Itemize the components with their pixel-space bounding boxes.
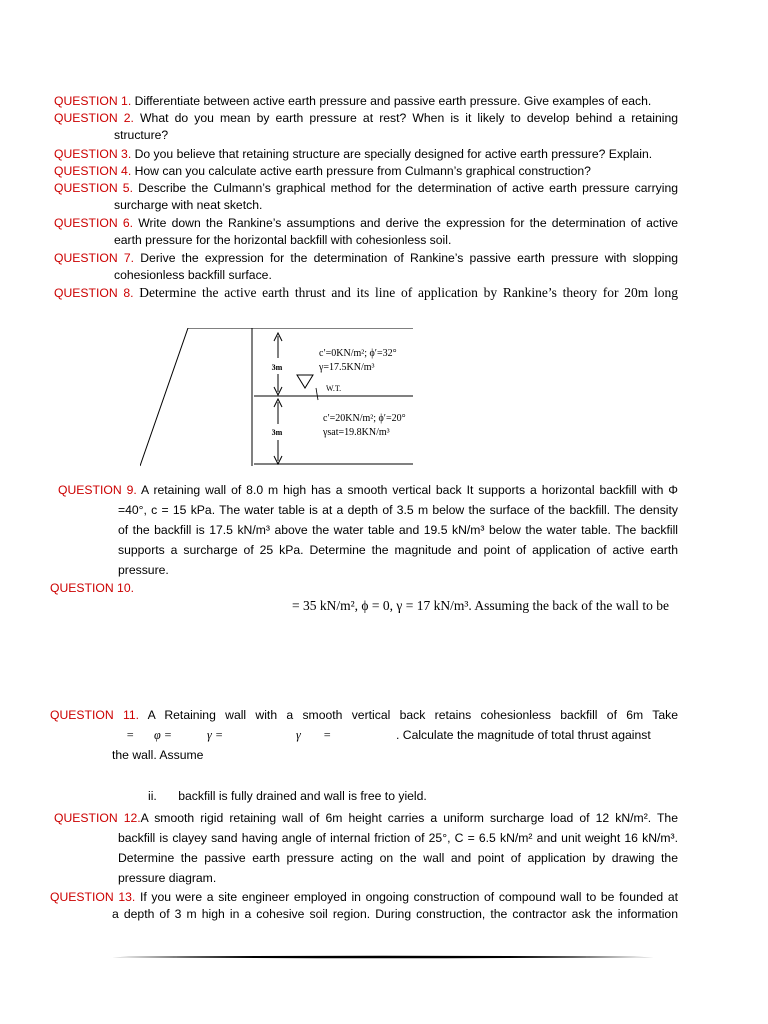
question-text: A Retaining wall with a smooth vertical back retains cohesionless backfill of 6m Take bbox=[147, 708, 679, 722]
page-bottom-rule bbox=[112, 955, 654, 959]
layer-1-height-label: 3m bbox=[271, 363, 283, 372]
equation-fragment: γ bbox=[296, 728, 301, 742]
water-table-label: W.T. bbox=[326, 384, 342, 393]
equation-fragment: γ = bbox=[207, 728, 224, 742]
question-number: QUESTION 10. bbox=[50, 581, 134, 595]
equation-fragment: φ = bbox=[154, 728, 173, 742]
question-number: QUESTION 7. bbox=[54, 251, 135, 265]
question-text-continued: structure? bbox=[114, 128, 169, 142]
question-text: . Calculate the magnitude of total thrust against bbox=[396, 728, 651, 742]
subitem-number: ii. bbox=[148, 789, 157, 803]
question-8 bbox=[54, 284, 678, 302]
subitem-text: backfill is fully drained and wall is free to yield. bbox=[178, 789, 427, 803]
question-13 bbox=[50, 889, 678, 923]
question-text: Describe the Culmann’s graphical method for the determination of active earth pressure carrying bbox=[138, 181, 678, 195]
water-table-triangle-icon bbox=[297, 375, 313, 388]
question-11-equation-line bbox=[50, 725, 678, 745]
question-number: QUESTION 1. bbox=[54, 94, 132, 108]
retaining-wall-figure bbox=[140, 328, 420, 468]
question-text-line: supports a surcharge of 25 kPa. Determine the magnitude and point of application of active earth bbox=[118, 543, 678, 557]
question-number: QUESTION 11. bbox=[50, 708, 139, 722]
question-number: QUESTION 2. bbox=[54, 111, 134, 125]
question-text: Determine the active earth thrust and its line of application by Rankine’s theory for 20m long bbox=[139, 285, 678, 300]
question-text-continued: a depth of 3 m high in a cohesive soil region. During construction, the contractor ask the information bbox=[112, 907, 678, 921]
question-text-line: Determine the passive earth pressure acting on the wall and point of application by drawing the bbox=[118, 851, 678, 865]
question-6 bbox=[54, 215, 678, 249]
equation-fragment: = bbox=[323, 728, 332, 742]
question-text: Do you believe that retaining structure are specially designed for active earth pressure? Explain. bbox=[134, 147, 653, 161]
question-number: QUESTION 6. bbox=[54, 216, 133, 230]
question-number: QUESTION 12. bbox=[54, 811, 141, 825]
question-text: Write down the Rankine’s assumptions and derive the expression for the determination of active bbox=[138, 216, 678, 230]
question-1 bbox=[54, 93, 694, 110]
question-3 bbox=[54, 146, 694, 163]
question-text-continued: earth pressure for the horizontal backfill with cohesionless soil. bbox=[114, 233, 452, 247]
question-number: QUESTION 13. bbox=[50, 890, 136, 904]
layer-1-unit-weight: γ=17.5KN/m³ bbox=[319, 362, 375, 373]
question-text: What do you mean by earth pressure at rest? When is it likely to develop behind a retaining bbox=[140, 111, 678, 125]
question-12 bbox=[54, 808, 678, 888]
question-number: QUESTION 4. bbox=[54, 164, 132, 178]
question-10 bbox=[50, 580, 680, 597]
question-text: Differentiate between active earth pressure and passive earth pressure. Give examples of each. bbox=[134, 94, 652, 108]
layer-2-unit-weight: γsat=19.8KN/m³ bbox=[323, 427, 390, 438]
question-11 bbox=[50, 705, 678, 765]
layer-1-strength-params: c′=0KN/m²; ϕ′=32° bbox=[319, 348, 397, 359]
question-text-line: of the backfill is 17.5 kN/m³ above the water table and 19.5 kN/m³ below the water table. The backfill bbox=[118, 523, 678, 537]
question-10-text: = 35 kN/m², ϕ = 0, γ = 17 kN/m³. Assuming the back of the wall to be bbox=[292, 598, 669, 613]
question-number: QUESTION 5. bbox=[54, 181, 133, 195]
question-number: QUESTION 9. bbox=[58, 483, 137, 497]
question-text-line: backfill is clayey sand having angle of internal friction of 25°, C = 6.5 kN/m² and unit weight 16 kN/m³. bbox=[118, 831, 678, 845]
question-7 bbox=[54, 250, 678, 284]
question-2 bbox=[54, 110, 678, 144]
question-9 bbox=[58, 480, 678, 580]
backfill-slope-line bbox=[140, 328, 188, 466]
question-text-line: pressure. bbox=[118, 563, 169, 577]
question-number: QUESTION 8. bbox=[54, 286, 134, 300]
layer-2-strength-params: c′=20KN/m²; ϕ′=20° bbox=[323, 413, 406, 424]
water-table-tick bbox=[316, 388, 318, 400]
question-text: A retaining wall of 8.0 m high has a smooth vertical back It supports a horizontal backfill with Φ bbox=[141, 483, 679, 497]
question-text-line: =40°, c = 15 kPa. The water table is at a depth of 3.5 m below the surface of the backfill. The density bbox=[118, 503, 678, 517]
question-text: If you were a site engineer employed in ongoing construction of compound wall to be founded at bbox=[139, 890, 679, 904]
question-text: How can you calculate active earth pressure from Culmann’s graphical construction? bbox=[134, 164, 591, 178]
question-text: Derive the expression for the determination of Rankine’s passive earth pressure with slopping bbox=[140, 251, 678, 265]
question-text-line: pressure diagram. bbox=[118, 871, 217, 885]
layer-2-height-label: 3m bbox=[271, 428, 283, 437]
question-4 bbox=[54, 163, 694, 180]
question-text-continued: cohesionless backfill surface. bbox=[114, 268, 272, 282]
equation-fragment: = bbox=[126, 728, 135, 742]
question-11-subitem-ii bbox=[148, 788, 548, 805]
question-text: A smooth rigid retaining wall of 6m height carries a uniform surcharge load of 12 kN/m². The bbox=[140, 811, 678, 825]
question-number: QUESTION 3. bbox=[54, 147, 132, 161]
question-text-line: the wall. Assume bbox=[112, 748, 204, 762]
question-text-continued: surcharge with neat sketch. bbox=[114, 198, 263, 212]
question-5 bbox=[54, 180, 678, 214]
